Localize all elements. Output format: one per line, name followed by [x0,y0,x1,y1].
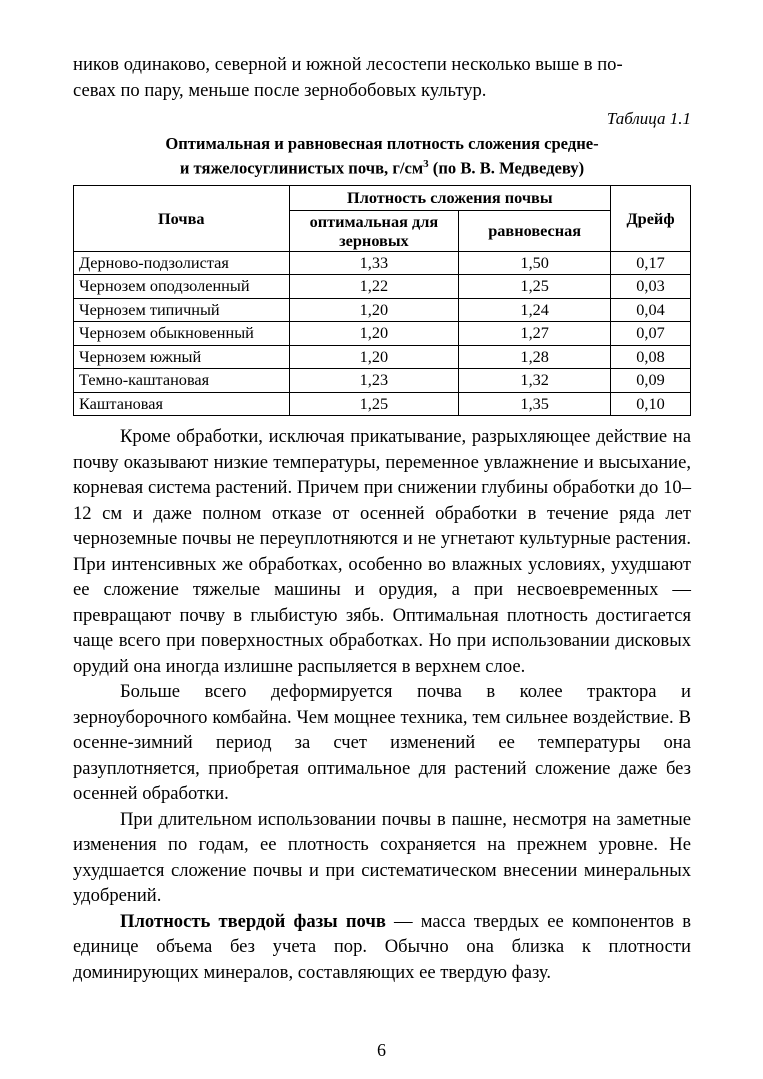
cell-equilibrium: 1,25 [459,275,611,299]
header-soil: Почва [74,185,290,251]
table-title [73,133,691,179]
body-paragraph: Больше всего деформируется почва в колее трактора и зерноуборочного комбайна. Чем мощнее техника, тем сильнее воздействие. В осенне-зимний период за счет изменений ее температуры она разуплотняется, приобретая оптимальное для растений сложение даже без осенней обработки. [73,681,691,805]
table-title-line: Оптимальная и равновесная плотность сложения средне- [165,134,599,153]
cell-equilibrium: 1,50 [459,251,611,275]
definition-term: Плотность твердой фазы почв [120,910,386,932]
cell-optimal: 1,22 [289,275,459,299]
intro-line: севах по пару, меньше после зернобобовых культур. [73,79,487,101]
cell-drift: 0,10 [611,392,691,416]
table-row [74,251,691,275]
cell-drift: 0,07 [611,322,691,346]
cell-drift: 0,04 [611,298,691,322]
intro-paragraph [73,52,691,103]
cell-optimal: 1,25 [289,392,459,416]
cell-equilibrium: 1,28 [459,345,611,369]
table-row [74,369,691,393]
cell-optimal: 1,20 [289,298,459,322]
cell-drift: 0,09 [611,369,691,393]
body-paragraph: Кроме обработки, исключая прикатывание, разрыхляющее действие на почву оказывают низкие температуры, переменное увлажнение и высыхание, корневая система растений. Причем при снижении глубины обработки до 10–12 см и даже полном отказе от осенней обработки в течение ряда лет черноземные почвы не переуплотняются и не угнетают культурные растения. При интенсивных же обработках, особенно во влажных условиях, ухудшают ее сложение тяжелые машины и орудия, а при несвоевременных — превращают почву в глыбистую зябь. Оптимальная плотность достигается чаще всего при поверхностных обработках. Но при использовании дисковых орудий она иногда излишне распыляется в верхнем слое. [73,426,691,677]
cell-equilibrium: 1,32 [459,369,611,393]
cell-soil: Дерново-подзолистая [74,251,290,275]
table-row [74,392,691,416]
cell-soil: Темно-каштановая [74,369,290,393]
header-equilibrium: равновесная [459,210,611,251]
definition-paragraph [73,909,691,986]
table-row [74,322,691,346]
header-drift: Дрейф [611,185,691,251]
density-table [73,185,691,417]
cell-drift: 0,03 [611,275,691,299]
header-optimal: оптимальная для зерновых [289,210,459,251]
table-title-line: и тяжелосуглинистых почв, г/см [179,158,424,178]
page-content [73,52,691,985]
cell-equilibrium: 1,27 [459,322,611,346]
cell-optimal: 1,20 [289,322,459,346]
table-row [74,345,691,369]
cell-equilibrium: 1,24 [459,298,611,322]
cell-equilibrium: 1,35 [459,392,611,416]
cell-soil: Чернозем оподзоленный [74,275,290,299]
body-paragraph: При длительном использовании почвы в пашне, несмотря на заметные изменения по годам, ее плотность сохраняется на прежнем уровне. Не ухудшается сложение почвы и при систематическом внесении минеральных удобрений. [73,808,691,907]
cell-soil: Чернозем типичный [74,298,290,322]
intro-line: ников одинаково, северной и южной лесостепи несколько выше в по- [73,54,623,75]
table-title-superscript: 3 [423,158,429,170]
cell-soil: Чернозем южный [74,345,290,369]
table-number: Таблица 1.1 [606,109,691,128]
cell-optimal: 1,20 [289,345,459,369]
table-row [74,275,691,299]
cell-drift: 0,17 [611,251,691,275]
table-title-line: (по В. В. Медведеву) [428,158,585,178]
cell-drift: 0,08 [611,345,691,369]
cell-optimal: 1,33 [289,251,459,275]
cell-optimal: 1,23 [289,369,459,393]
table-row [74,298,691,322]
definition-text: — масса твердых ее компонентов в единице объема без учета пор. Обычно она близка к плотности доминирующих минералов, составляющих ее твердую фазу. [73,910,692,983]
cell-soil: Каштановая [74,392,290,416]
header-density-group: Плотность сложения почвы [289,185,611,210]
page-number: 6 [377,1040,386,1060]
cell-soil: Чернозем обыкновенный [74,322,290,346]
